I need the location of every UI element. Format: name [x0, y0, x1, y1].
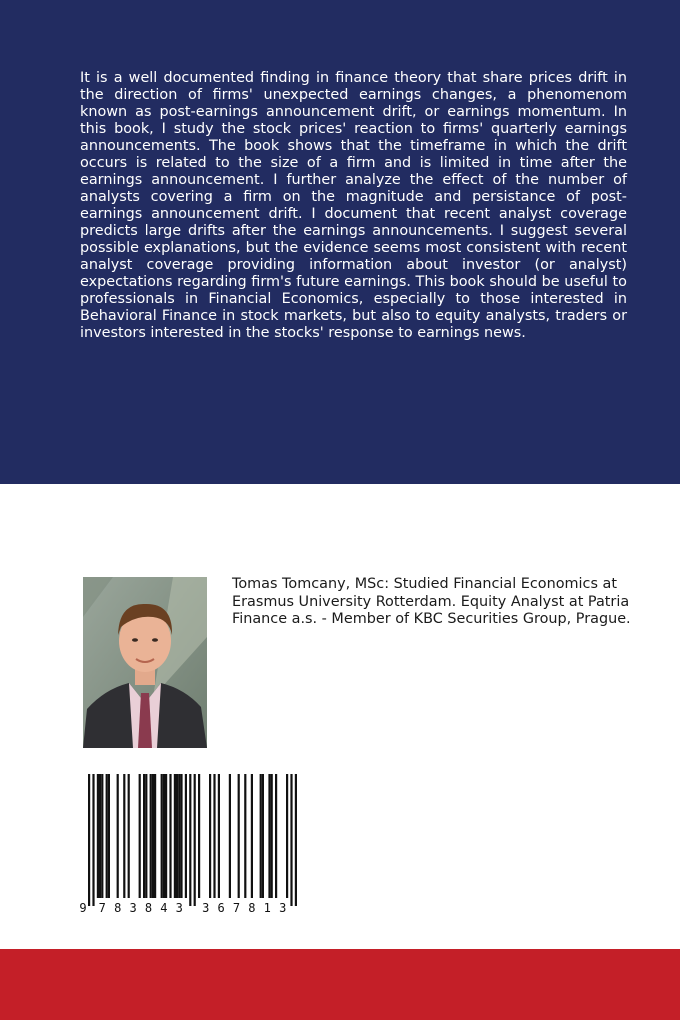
bottom-red-band [0, 949, 680, 1020]
barcode-bar [108, 774, 110, 898]
barcode-bar [198, 774, 200, 898]
barcode-bar [139, 774, 141, 898]
barcode-digit: 3 [175, 901, 183, 915]
barcode-digit: 8 [248, 901, 256, 915]
barcode-digit: 3 [202, 901, 210, 915]
barcode-bar [185, 774, 187, 898]
barcode-bar [106, 774, 108, 898]
barcode-digit: 6 [217, 901, 225, 915]
barcode-digit: 8 [114, 901, 122, 915]
barcode-bar [260, 774, 262, 898]
barcode-bar [218, 774, 220, 898]
book-blurb: It is a well documented finding in finance theory that share prices drift in the direction of firms' unexpected earnings changes, a phenomenom known as post-earnings announcement drift, or earnings momentum. In this book, I study the stock prices' reaction to firms' quarterly earnings announcements. The book shows that the timeframe in which the drift occurs is related to the size of a firm and is limited in time after the earnings announcement. I further analyze the effect of the number of analysts covering a firm on the magnitude and persistance of post-earnings announcement drift. I document that recent analyst coverage predicts large drifts after the earnings announcements. I suggest several possible explanations, but the evidence seems most consistent with recent analyst coverage providing information about investor (or analyst) expectations regarding firm's future earnings. This book should be useful to professionals in Financial Economics, especially to those interested in Behavioral Finance in stock markets, but also to equity analysts, traders or investors interested in the stocks' response to earnings news. [80, 70, 627, 341]
barcode-bar [290, 774, 292, 906]
barcode-digit: 8 [144, 901, 153, 915]
barcode-bar [145, 774, 147, 898]
barcode-bar [189, 774, 191, 906]
author-photo [83, 577, 207, 748]
barcode-bar [101, 774, 103, 898]
barcode-bar [161, 774, 163, 898]
barcode-digit: 9 [79, 901, 87, 915]
barcode-bar [229, 774, 231, 898]
barcode-bar [262, 774, 264, 898]
barcode-bar [178, 774, 180, 898]
barcode-bar [295, 774, 297, 906]
barcode-bar [238, 774, 240, 898]
barcode-bar [99, 774, 101, 898]
barcode-digits [79, 901, 286, 915]
barcode-bars [88, 774, 297, 906]
barcode-bar [213, 774, 215, 898]
barcode-bar [244, 774, 246, 898]
barcode-bar [128, 774, 130, 898]
barcode-bar [143, 774, 145, 898]
barcode-bar [174, 774, 176, 898]
barcode-bar [268, 774, 270, 898]
barcode-bar [88, 774, 90, 906]
barcode-bar [194, 774, 196, 906]
barcode-bar [163, 774, 165, 898]
barcode-bar [209, 774, 211, 898]
barcode-bar [154, 774, 156, 898]
barcode-bar [165, 774, 167, 898]
barcode-bar [176, 774, 178, 898]
barcode-digit: 4 [160, 901, 168, 915]
barcode-bar [286, 774, 288, 898]
barcode-digit: 1 [263, 901, 271, 915]
barcode-bar [275, 774, 277, 898]
barcode-digit: 3 [279, 901, 287, 915]
barcode-bar [97, 774, 99, 898]
barcode-digit: 7 [232, 901, 241, 915]
barcode-bar [271, 774, 273, 898]
barcode-bar [152, 774, 154, 898]
barcode-bar [117, 774, 119, 898]
barcode-digit: 3 [129, 901, 137, 915]
barcode-bar [150, 774, 152, 898]
barcode-bar [123, 774, 125, 898]
barcode-bar [251, 774, 253, 898]
barcode-digit: 7 [98, 901, 106, 915]
barcode-bar [169, 774, 171, 898]
author-bio: Tomas Tomcany, MSc: Studied Financial Economics at Erasmus University Rotterdam. Equity Analyst at Patria Finance a.s. - Member of KBC Securities Group, Prague. [232, 576, 631, 627]
barcode-bar [92, 774, 94, 906]
isbn-barcode [78, 770, 318, 918]
barcode-bar [180, 774, 182, 898]
